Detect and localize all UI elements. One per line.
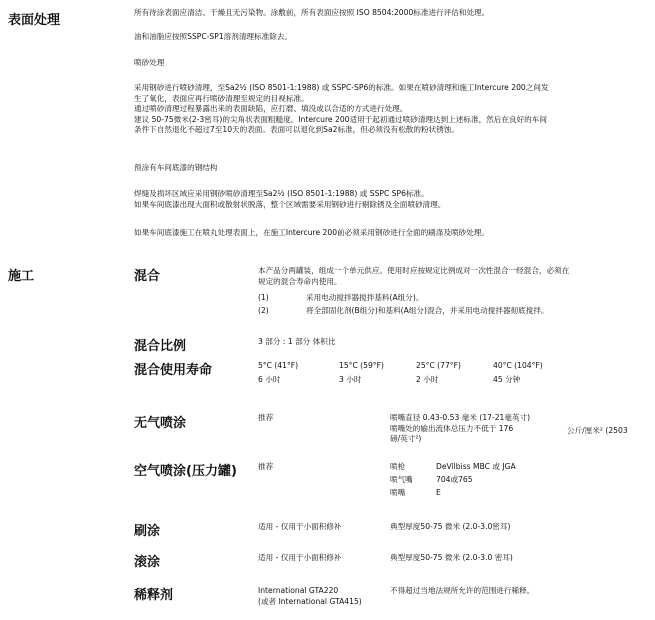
air-spray-gun-label: 喷枪: [390, 462, 406, 471]
thinner-detail: 不得超过当地法规所允许的范围进行稀释。: [390, 586, 535, 595]
mix-ratio-value: 3 部分 : 1 部分 体积比: [258, 337, 336, 346]
air-spray-nozzle-label: 喷嘴: [390, 488, 406, 497]
airless-spray-unit: 公斤/厘米² (2503: [567, 426, 628, 435]
air-spray-nozzle-value: E: [436, 488, 441, 497]
mixing-step-1-text: 采用电动搅拌器搅拌基料(A组分)。: [306, 293, 424, 302]
air-spray-rec: 推荐: [258, 462, 274, 471]
mixing-step-2-num: (2): [258, 306, 269, 315]
mix-ratio-heading: 混合比例: [134, 339, 187, 354]
surface-para-shop-primer: 焊缝及损坏区域应采用钢砂喷砂清理至Sa2½ (ISO 8501-1:1988) 或 SSPC SP6标准。 如果车间底漆出现大面积或散射状脱落，整个区域需要采用钢砂进行剔除锈及全面喷砂清理。: [134, 189, 446, 209]
pot-life-temp-4: 40°C (104°F): [493, 361, 543, 370]
pot-life-time-4: 45 分钟: [493, 375, 521, 384]
pot-life-temp-2: 15°C (59°F): [339, 361, 384, 370]
air-spray-gun-value: DeVilbiss MBC 或 JGA: [436, 462, 516, 471]
thinner-rec: International GTA220 (或者 International GTA415): [258, 586, 362, 606]
brush-detail: 典型厚度50-75 微米 (2.0-3.0密耳): [390, 522, 511, 531]
pot-life-time-2: 3 小时: [339, 375, 362, 384]
mixing-heading: 混合: [134, 269, 161, 284]
air-spray-cap-value: 704或765: [436, 475, 473, 484]
pot-life-heading: 混合使用寿命: [134, 363, 213, 378]
surface-subheading-shop-primer: 预涂有车间底漆的钢结构: [134, 163, 218, 172]
airless-spray-detail: 喷嘴直径 0.43-0.53 毫米 (17-21毫英寸) 喷嘴处的输出流体总压力不低于 176 磅/英寸²): [390, 413, 531, 444]
pot-life-time-1: 6 小时: [258, 375, 281, 384]
surface-subheading-blasting: 喷砂处理: [134, 58, 165, 67]
airless-spray-rec: 推荐: [258, 413, 274, 422]
brush-heading: 刷涂: [134, 524, 161, 539]
surface-para-blasting: 采用钢砂进行喷砂清理，至Sa2½ (ISO 8501-1:1988) 或 SSPC-SP6的标准。如果在喷砂清理和施工Intercure 200之间发 生了氧化，表面应再行喷砂清理至规定的目视标准。 通过喷砂清理过程暴露出来的表面缺陷，应打磨、填没或以合适的方式进行处理。 建议 50-75微米(2-3密耳)的尖角状表面粗糙度。Intercure 200适用于起初通过喷砂清理达到上述标准，然后在良好的车间 条件下自然退化不超过7至10天的表面。表面可以退化到Sa2标准，但必须没有松散的粉状锈蚀。: [134, 83, 549, 135]
air-spray-cap-label: 喷气嘴: [390, 475, 413, 484]
air-spray-heading: 空气喷涂(压力罐): [134, 464, 237, 479]
mixing-step-1-num: (1): [258, 293, 269, 302]
surface-prep-title: 表面处理: [8, 13, 61, 28]
pot-life-temp-1: 5°C (41°F): [258, 361, 299, 370]
pot-life-time-3: 2 小时: [416, 375, 439, 384]
surface-para-shot-blasted: 如果车间底漆施工在喷丸处理表面上，在施工Intercure 200前必须采用钢砂进行全面的刷涤及喷砂处理。: [134, 228, 489, 237]
roller-detail: 典型厚度50-75 微米 (2.0-3.0 密耳): [390, 553, 513, 562]
roller-heading: 滚涂: [134, 555, 161, 570]
thinner-heading: 稀释剂: [134, 588, 174, 603]
brush-rec: 适用 - 仅用于小面积修补: [258, 522, 342, 531]
mixing-step-2-text: 将全部固化剂(B组分)和基料(A组分)混合，并采用电动搅拌器彻底搅拌。: [306, 306, 549, 315]
mixing-intro: 本产品分两罐装，组成一个单元供应。使用时应按规定比例成对一次性混合一经混合，必须在 规定的混合寿命内使用。: [258, 266, 570, 286]
pot-life-temp-3: 25°C (77°F): [416, 361, 461, 370]
application-title: 施工: [8, 269, 35, 284]
roller-rec: 适用 - 仅用于小面积修补: [258, 553, 342, 562]
surface-para-1: 所有待涂表面应清洁、干燥且无污染物。涂敷前，所有表面应按照 ISO 8504:2000标准进行评估和处理。: [134, 8, 490, 17]
airless-spray-heading: 无气喷涂: [134, 416, 187, 431]
surface-para-2: 油和油脂应按照SSPC-SP1溶剂清理标准除去。: [134, 32, 292, 41]
